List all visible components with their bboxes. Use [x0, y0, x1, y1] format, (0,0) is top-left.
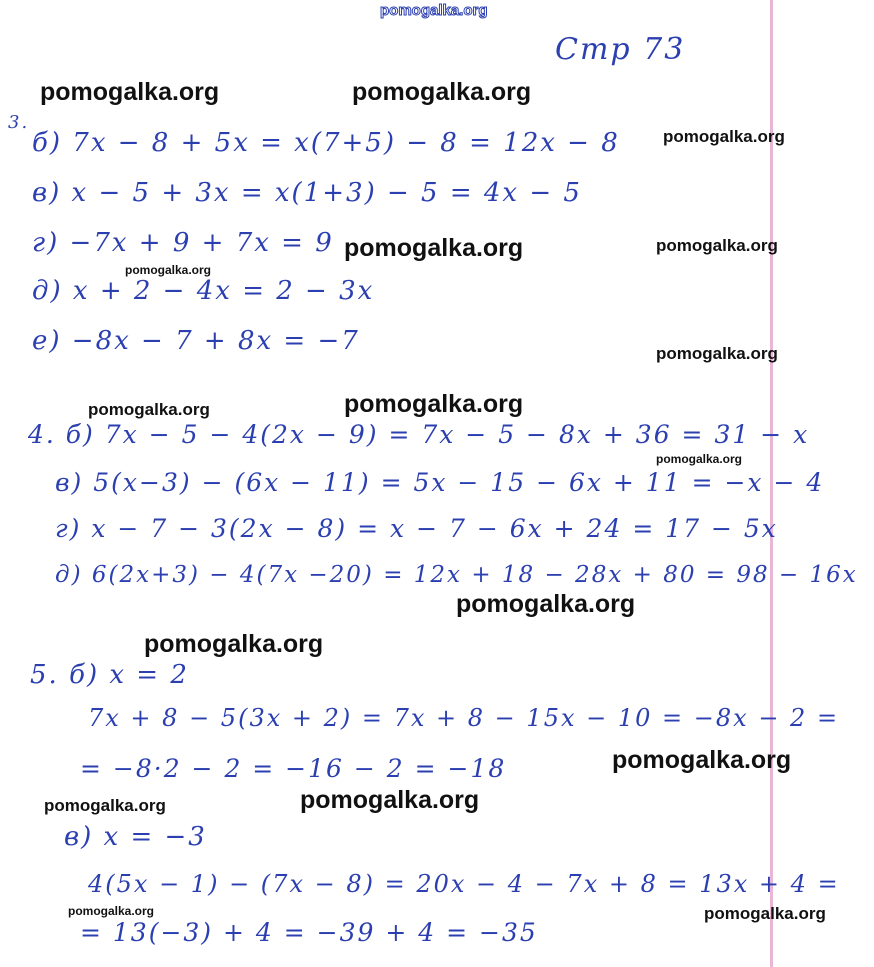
task4-line-d: д) 6(2x+3) − 4(7x −20) = 12x + 18 − 28x + 80 = 98 − 16x: [55, 562, 858, 588]
watermark: pomogalka.org: [144, 630, 324, 658]
page-label: Стр 73: [555, 32, 686, 67]
task3-line-b: б) 7x − 8 + 5x = x(7+5) − 8 = 12x − 8: [32, 128, 620, 158]
watermark: pomogalka.org: [656, 452, 743, 466]
watermark: pomogalka.org: [300, 786, 480, 814]
watermark: pomogalka.org: [88, 400, 210, 419]
watermark: pomogalka.org: [656, 236, 778, 255]
task3-number: 3.: [8, 112, 30, 133]
task3-line-g: г) −7x + 9 + 7x = 9: [32, 228, 334, 258]
watermark: pomogalka.org: [125, 263, 212, 277]
watermark: pomogalka.org: [40, 78, 220, 106]
task4-line-v: в) 5(x−3) − (6x − 11) = 5x − 15 − 6x + 11 = −x − 4: [55, 468, 825, 497]
task4-line-b: 4. б) 7x − 5 − 4(2x − 9) = 7x − 5 − 8x + 36 = 31 − x: [28, 420, 810, 449]
watermark: pomogalka.org: [656, 344, 778, 363]
watermark: pomogalka.org: [68, 904, 155, 918]
watermark: pomogalka.org: [456, 590, 636, 618]
task5-line-v-expr: 4(5x − 1) − (7x − 8) = 20x − 4 − 7x + 8 = 13x + 4 =: [88, 870, 840, 898]
task5-line-b-condition: 5. б) x = 2: [30, 660, 189, 690]
task5-line-v-condition: в) x = −3: [64, 822, 207, 852]
task4-line-g: г) x − 7 − 3(2x − 8) = x − 7 − 6x + 24 = 17 − 5x: [55, 514, 778, 543]
task5-line-v-result: = 13(−3) + 4 = −39 + 4 = −35: [80, 918, 538, 947]
watermark: pomogalka.org: [704, 904, 826, 923]
watermark: pomogalka.org: [344, 390, 524, 418]
watermark: pomogalka.org: [663, 127, 785, 146]
watermark: pomogalka.org: [44, 796, 166, 815]
watermark: pomogalka.org: [344, 234, 524, 262]
task5-line-b-result: = −8·2 − 2 = −16 − 2 = −18: [80, 754, 507, 783]
task3-line-d: д) x + 2 − 4x = 2 − 3x: [32, 276, 375, 306]
top-watermark: pomogalka.org: [380, 2, 488, 19]
task3-line-e: е) −8x − 7 + 8x = −7: [32, 326, 360, 356]
task3-line-v: в) x − 5 + 3x = x(1+3) − 5 = 4x − 5: [32, 178, 582, 208]
task5-line-b-expr: 7x + 8 − 5(3x + 2) = 7x + 8 − 15x − 10 = −8x − 2 =: [88, 704, 840, 732]
watermark: pomogalka.org: [612, 746, 792, 774]
watermark: pomogalka.org: [352, 78, 532, 106]
